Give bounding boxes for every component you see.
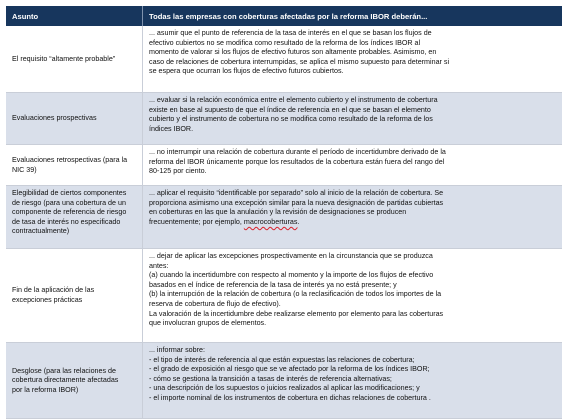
description-line: que involucran grupos de elementos.	[149, 319, 267, 328]
spellcheck-word: macrocoberturas	[243, 217, 298, 226]
description-line: efectivo cubiertos no se modifica como resultado de la reforma de los índices IBOR al	[149, 38, 421, 47]
table-header-row	[6, 6, 562, 26]
description-line: basados en el índice de referencia de la tasa de interés ya no está presente; y	[149, 280, 397, 289]
description-line: - el importe nominal de los instrumentos de cobertura en dichas relaciones de cobertura .	[149, 393, 431, 402]
description-line: reserva de cobertura de flujo de efectivo).	[149, 299, 281, 308]
description-line: existe en base al supuesto de que el índice de referencia en el que se basan el elemento	[149, 105, 431, 114]
row-topic-line: Fin de la aplicación de las	[12, 286, 95, 295]
row-description	[142, 93, 562, 144]
ibor-reform-table	[6, 6, 562, 419]
description-line: antes:	[149, 261, 169, 270]
table-row	[6, 343, 562, 419]
description-line: ... dejar de aplicar las excepciones prospectivamente en la circunstancia que se produzca	[149, 252, 433, 260]
row-topic-line: excepciones prácticas	[12, 296, 83, 304]
description-line: cubierto y el instrumento de cobertura no se modifica como resultado de la reforma de los	[149, 115, 433, 124]
row-description	[142, 343, 562, 418]
table-row	[6, 26, 562, 93]
description-line: - una descripción de los supuestos o juicios realizados al aplicar las modificaciones; y	[149, 384, 420, 393]
description-line: - cómo se gestiona la transición a tasas de interés de referencia alternativas;	[149, 374, 392, 383]
column-header-requirements: Todas las empresas con coberturas afectadas por la reforma IBOR deberán...	[142, 6, 562, 26]
row-description	[142, 186, 562, 248]
description-line: proporciona asimismo una excepción similar para la nueva designación de partidas cubiertas	[149, 198, 444, 207]
description-text: .	[297, 217, 300, 226]
row-topic-line: Elegibilidad de ciertos componentes	[12, 189, 127, 197]
description-line: momento de valorar si los flujos de efectivo futuros son altamente probables. Asimismo, en	[149, 48, 437, 57]
description-line: - el tipo de interés de referencia al que están expuestas las relaciones de cobertura;	[149, 355, 415, 364]
row-topic	[6, 26, 142, 92]
table-row	[6, 145, 562, 186]
description-line: índices IBOR.	[149, 124, 194, 133]
row-topic-line: cobertura directamente afectadas	[12, 376, 119, 385]
row-topic-line: contractualmente)	[12, 227, 70, 236]
row-topic-line: Desglose (para las relaciones de	[12, 366, 116, 375]
row-description	[142, 26, 562, 92]
description-line: - el grado de exposición al riesgo que se ve afectado por la reforma de los índices IBOR;	[149, 365, 430, 374]
description-line: (a) cuando la incertidumbre con respecto al momento y la importe de los flujos de efectivo	[149, 271, 434, 280]
row-topic-line: de riesgo (para una cobertura de un	[12, 198, 126, 207]
row-topic	[6, 145, 142, 185]
description-line: se espera que ocurran los flujos de efectivo futuros cubiertos.	[149, 67, 344, 76]
description-line: en coberturas en las que la anulación y la revisión de designaciones se producen	[149, 208, 407, 217]
description-line: ... informar sobre:	[149, 346, 205, 354]
description-line: caso de relaciones de cobertura interrumpidas, se aplica el mismo supuesto para determinar si	[149, 57, 450, 66]
description-line: ... no interrumpir una relación de cobertura durante el período de incertidumbre derivado de la	[149, 148, 446, 156]
description-line: La valoración de la incertidumbre debe realizarse elemento por elemento para las coberturas	[149, 309, 444, 318]
description-line: reforma del IBOR únicamente porque los resultados de la cobertura están fuera del rango del	[149, 157, 445, 166]
description-line: 80-125 por ciento.	[149, 167, 207, 176]
row-topic	[6, 93, 142, 144]
row-topic-line: por la reforma IBOR)	[12, 385, 79, 394]
description-line: ... asumir que el punto de referencia de la tasa de interés en el que se basan los flujos de	[149, 29, 432, 37]
row-topic-line: NIC 39)	[12, 165, 37, 174]
row-topic	[6, 343, 142, 418]
table-row	[6, 249, 562, 343]
table-row	[6, 186, 562, 249]
row-topic-line: de tasa de interés no especificado	[12, 217, 121, 226]
description-text: frecuentemente; por ejemplo,	[149, 217, 244, 226]
row-topic	[6, 186, 142, 248]
row-topic	[6, 249, 142, 342]
row-topic-line: componente de referencia de riesgo	[12, 208, 127, 217]
description-line: ... aplicar el requisito “identificable por separado” solo al inicio de la relación de cobertura. Se	[149, 189, 444, 197]
row-description	[142, 249, 562, 342]
row-description	[142, 145, 562, 185]
row-topic-label: Evaluaciones prospectivas	[12, 114, 97, 123]
description-line: (b) la interrupción de la relación de cobertura (o la reclasificación de todos los importes de la	[149, 290, 442, 299]
description-line: ... evaluar si la relación económica entre el elemento cubierto y el instrumento de cobertura	[149, 96, 438, 104]
table-row	[6, 93, 562, 145]
row-topic-label: El requisito “altamente probable”	[12, 54, 116, 63]
row-topic-line: Evaluaciones retrospectivas (para la	[12, 155, 128, 164]
description-line	[149, 218, 556, 228]
column-header-asunto: Asunto	[12, 11, 39, 21]
